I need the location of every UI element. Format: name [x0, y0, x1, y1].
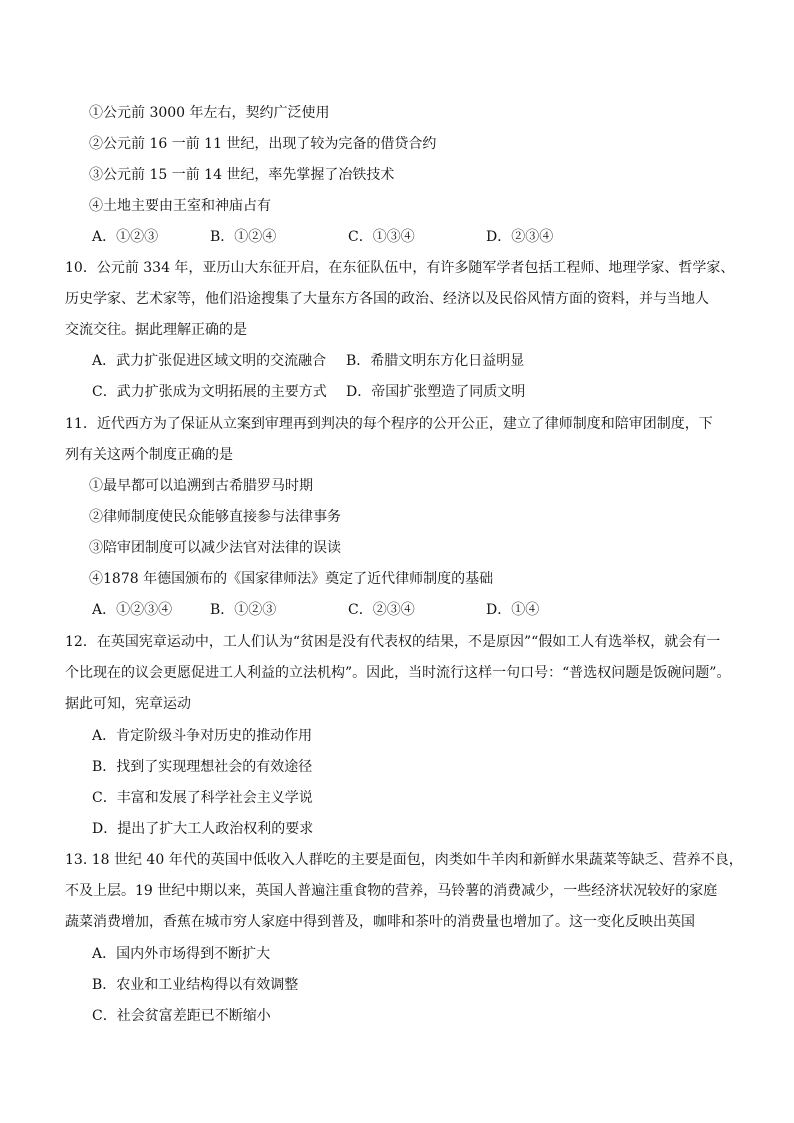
q11-option-a: A．①②③④ [92, 602, 173, 618]
q11-option-b: B．①②③ [210, 602, 277, 618]
q12-option-a: A．肯定阶级斗争对历史的推动作用 [92, 728, 313, 744]
q10-option-c: C．武力扩张成为文明拓展的主要方式 [92, 384, 327, 400]
q9-option-c: C．①③④ [348, 229, 415, 245]
q10-stem-line-2: 历史学家、艺术家等，他们沿途搜集了大量东方各国的政治、经济以及民俗风情方面的资料，并与当地人 [65, 291, 709, 307]
q10-option-d: D．帝国扩张塑造了同质文明 [346, 384, 526, 400]
q10-stem-line-1: 10．公元前 334 年，亚历山大东征开启，在东征队伍中，有许多随军学者包括工程师、地理学家、哲学家、 [65, 260, 735, 276]
q11-stem-line-2: 列有关这两个制度正确的是 [65, 447, 233, 463]
q12-option-d: D．提出了扩大工人政治权利的要求 [92, 821, 314, 837]
q9-option-d: D．②③④ [486, 229, 554, 245]
q10-option-b: B．希腊文明东方化日益明显 [346, 353, 525, 369]
q9-option-a: A．①②③ [92, 229, 159, 245]
q11-stem-line-1: 11．近代西方为了保证从立案到审理再到判决的每个程序的公开公正，建立了律师制度和陪审团制度，下 [65, 416, 713, 432]
q9-option-b: B．①②④ [210, 229, 277, 245]
q11-item-2: ②律师制度使民众能够直接参与法律事务 [89, 509, 341, 525]
q12-stem-line-1: 12．在英国宪章运动中，工人们认为“贫困是没有代表权的结果，不是原因”“假如工人有选举权，就会有一 [65, 634, 721, 650]
q9-item-3: ③公元前 15 一前 14 世纪，率先掌握了冶铁技术 [89, 167, 395, 183]
q9-item-4: ④土地主要由王室和神庙占有 [89, 198, 271, 214]
q9-item-1: ①公元前 3000 年左右，契约广泛使用 [89, 105, 330, 121]
q10-option-a: A．武力扩张促进区域文明的交流融合 [92, 353, 327, 369]
q12-stem-line-2: 个比现在的议会更愿促进工人利益的立法机构”。因此，当时流行这样一句口号：“普选权问题是饭碗问题”。 [65, 665, 731, 681]
q13-option-b: B．农业和工业结构得以有效调整 [92, 977, 299, 993]
q12-option-b: B．找到了实现理想社会的有效途径 [92, 759, 313, 775]
q13-option-a: A．国内外市场得到不断扩大 [92, 946, 271, 962]
q12-stem-line-3: 据此可知，宪章运动 [65, 696, 191, 712]
q10-stem-line-3: 交流交往。据此理解正确的是 [65, 322, 247, 338]
q11-item-3: ③陪审团制度可以减少法官对法律的误读 [89, 540, 341, 556]
q13-stem-line-1: 13. 18 世纪 40 年代的英国中低收入人群吃的主要是面包，肉类如牛羊肉和新鲜水果蔬菜等缺乏、营养不良， [65, 852, 743, 868]
q11-item-1: ①最早都可以追溯到古希腊罗马时期 [89, 478, 313, 494]
q11-option-c: C．②③④ [348, 602, 415, 618]
q11-option-d: D．①④ [486, 602, 540, 618]
q13-stem-line-2: 不及上层。19 世纪中期以来，英国人普遍注重食物的营养，马铃薯的消费减少，一些经济状况较好的家庭 [65, 883, 718, 899]
q9-item-2: ②公元前 16 一前 11 世纪，出现了较为完备的借贷合约 [89, 136, 437, 152]
q13-stem-line-3: 蔬菜消费增加，香蕉在城市穷人家庭中得到普及，咖啡和茶叶的消费量也增加了。这一变化反映出英国 [65, 914, 695, 930]
q12-option-c: C．丰富和发展了科学社会主义学说 [92, 790, 313, 806]
q11-item-4: ④1878 年德国颁布的《国家律师法》奠定了近代律师制度的基础 [89, 571, 494, 587]
q13-option-c: C．社会贫富差距已不断缩小 [92, 1008, 271, 1024]
